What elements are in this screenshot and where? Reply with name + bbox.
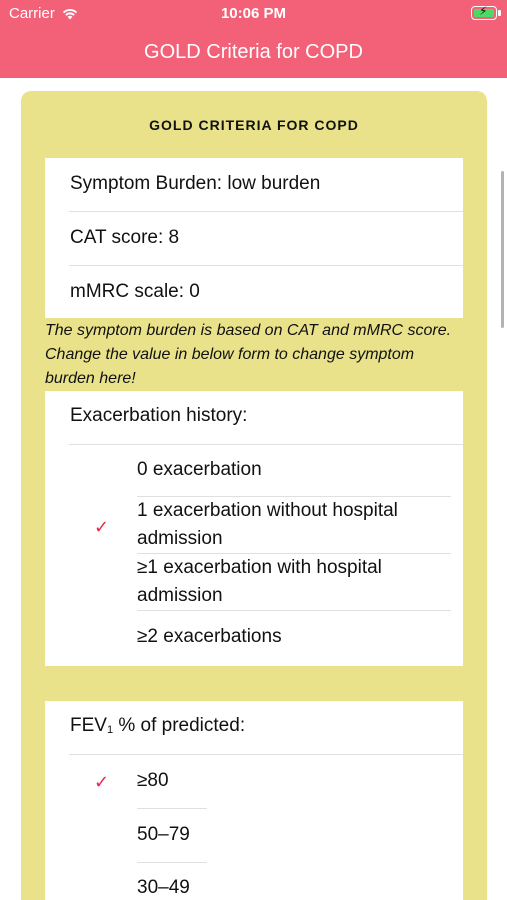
exacerbation-label: Exacerbation history: (70, 405, 248, 426)
separator (137, 610, 451, 611)
separator (69, 754, 463, 755)
exacerbation-option-3[interactable]: ≥2 exacerbations (137, 626, 282, 647)
fev1-label-sub: 1 (106, 724, 114, 736)
exacerbation-option-2[interactable]: ≥1 exacerbation with hospital admission (137, 557, 382, 606)
gold-criteria-card (21, 91, 487, 900)
exacerbation-option-1[interactable]: 1 exacerbation without hospital admission (137, 500, 398, 549)
separator (69, 211, 463, 212)
scrollbar[interactable] (501, 171, 504, 328)
battery-charging-icon: ⚡ (471, 6, 497, 20)
separator (69, 444, 463, 445)
cat-score-row: CAT score: 8 (70, 227, 180, 248)
exacerbation-option-0[interactable]: 0 exacerbation (137, 459, 262, 480)
card-title: GOLD CRITERIA FOR COPD (149, 117, 359, 133)
checkmark-icon: ✓ (94, 517, 110, 537)
fev1-option-2[interactable]: 30–49 (137, 877, 190, 898)
exacerbation-group (45, 391, 463, 666)
status-bar (0, 0, 507, 28)
clock: 10:06 PM (220, 5, 287, 22)
fev1-option-1[interactable]: 50–79 (137, 824, 190, 845)
symptom-info-group (45, 158, 463, 318)
navigation-bar (0, 28, 507, 78)
fev1-label (45, 715, 463, 737)
fev1-label-prefix: FEV (70, 715, 107, 736)
symptom-burden-row: Symptom Burden: low burden (70, 173, 321, 194)
fev1-option-0[interactable]: ≥80 (137, 770, 169, 791)
checkmark-icon: ✓ (94, 772, 110, 792)
mmrc-scale-row: mMRC scale: 0 (70, 281, 200, 302)
carrier-label: Carrier (9, 5, 55, 22)
scroll-content[interactable] (0, 78, 507, 900)
fev1-group (45, 701, 463, 900)
separator (137, 808, 207, 809)
separator (137, 862, 207, 863)
symptom-note: The symptom burden is based on CAT and mMRC score. Change the value in below form to change symptom burden here! (45, 322, 452, 387)
fev1-label-suffix: % of predicted: (113, 715, 246, 736)
separator (69, 265, 463, 266)
nav-title: GOLD Criteria for COPD (144, 41, 363, 63)
